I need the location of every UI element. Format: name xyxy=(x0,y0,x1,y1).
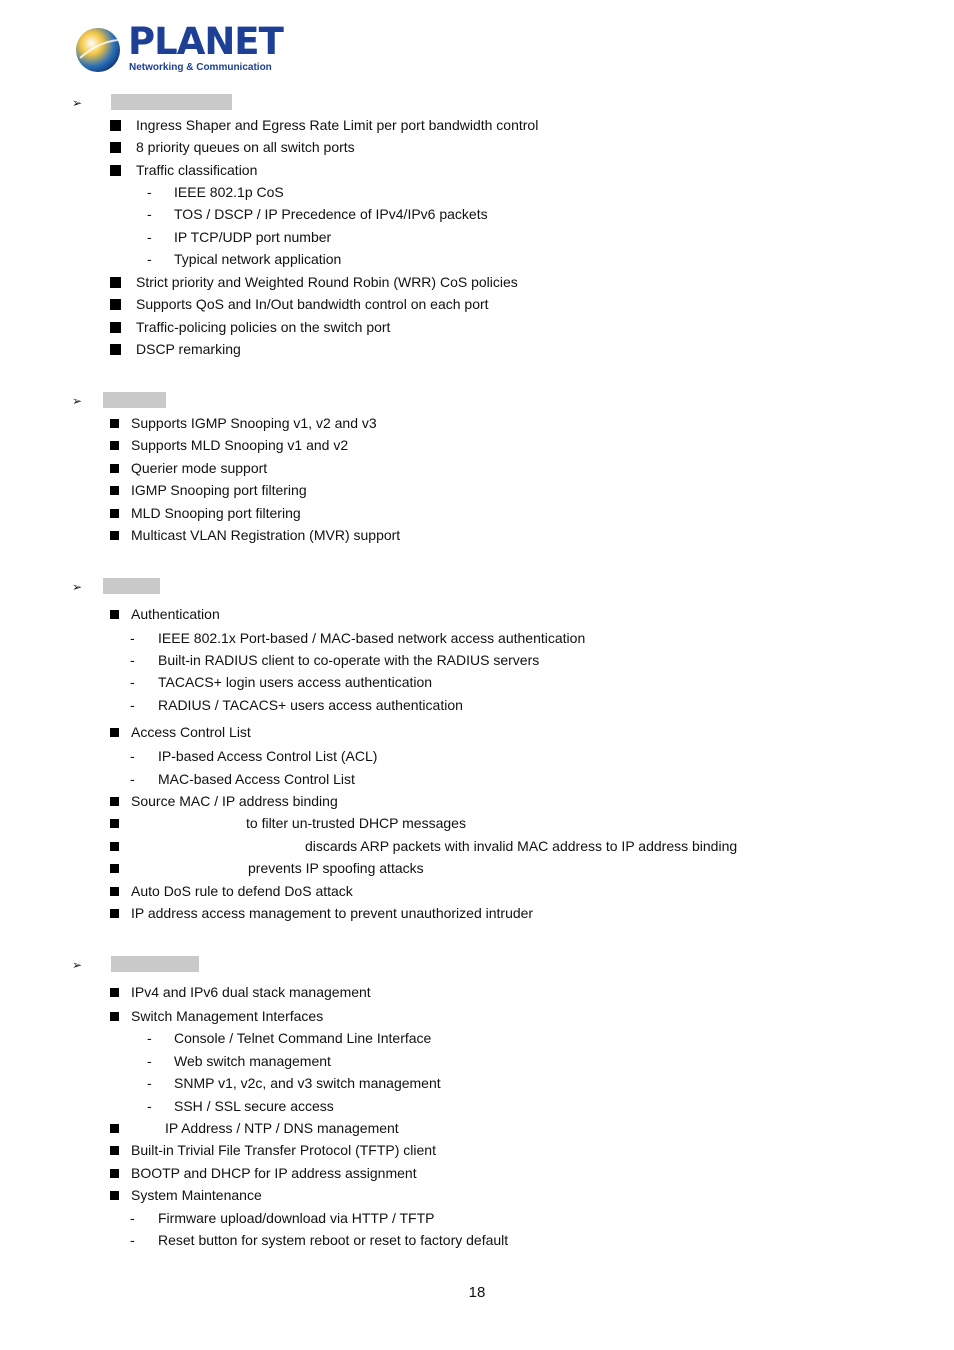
list-item: Multicast VLAN Registration (MVR) support xyxy=(131,527,401,543)
dash-bullet: - xyxy=(130,1210,135,1226)
sub-item: TACACS+ login users access authentication xyxy=(158,674,433,690)
dash-bullet: - xyxy=(147,251,152,267)
bullet-square xyxy=(110,441,119,450)
list-item: Switch Management Interfaces xyxy=(131,1008,324,1024)
bullet-square xyxy=(110,797,119,806)
dash-bullet: - xyxy=(147,184,152,200)
section-arrow: ➢ xyxy=(72,958,83,972)
dash-bullet: - xyxy=(147,1030,152,1046)
dash-bullet: - xyxy=(130,697,135,713)
planet-logo xyxy=(72,20,283,78)
sub-item: Typical network application xyxy=(174,251,342,267)
bullet-square xyxy=(110,1191,119,1200)
dash-bullet: - xyxy=(147,1053,152,1069)
bullet-square xyxy=(110,1169,119,1178)
sub-item: IP-based Access Control List (ACL) xyxy=(158,748,378,764)
bullet-square xyxy=(110,299,121,310)
bullet-square xyxy=(110,864,119,873)
redacted-heading xyxy=(111,956,199,972)
dash-bullet: - xyxy=(147,229,152,245)
list-item: Built-in Trivial File Transfer Protocol (TFTP) client xyxy=(131,1142,436,1158)
redacted-heading xyxy=(103,578,160,594)
list-item: discards ARP packets with invalid MAC address to IP address binding xyxy=(305,838,738,854)
bullet-square xyxy=(110,1124,119,1133)
brand-tagline: Networking & Communication xyxy=(129,62,272,73)
list-item: Traffic classification xyxy=(136,162,258,178)
dash-bullet: - xyxy=(147,206,152,222)
dash-bullet: - xyxy=(130,674,135,690)
bullet-square xyxy=(110,887,119,896)
bullet-square xyxy=(110,909,119,918)
sub-item: Reset button for system reboot or reset to factory default xyxy=(158,1232,509,1248)
dash-bullet: - xyxy=(130,652,135,668)
dash-bullet: - xyxy=(147,1075,152,1091)
bullet-square xyxy=(110,531,119,540)
bullet-square xyxy=(110,142,121,153)
bullet-square xyxy=(110,486,119,495)
list-item: System Maintenance xyxy=(131,1187,262,1203)
list-item: BOOTP and DHCP for IP address assignment xyxy=(131,1165,417,1181)
bullet-square xyxy=(110,988,119,997)
list-item: IP Address / NTP / DNS management xyxy=(165,1120,399,1136)
list-item: Supports MLD Snooping v1 and v2 xyxy=(131,437,349,453)
bullet-square xyxy=(110,842,119,851)
sub-item: Firmware upload/download via HTTP / TFTP xyxy=(158,1210,435,1226)
sub-item: SSH / SSL secure access xyxy=(174,1098,334,1114)
redacted-heading xyxy=(103,392,166,408)
bullet-square xyxy=(110,509,119,518)
list-item: Ingress Shaper and Egress Rate Limit per port bandwidth control xyxy=(136,117,539,133)
bullet-square xyxy=(110,120,121,131)
bullet-square xyxy=(110,322,121,333)
bullet-square xyxy=(110,464,119,473)
section-arrow: ➢ xyxy=(72,96,83,110)
sub-item: IEEE 802.1x Port-based / MAC-based network access authentication xyxy=(158,630,586,646)
list-item: Supports IGMP Snooping v1, v2 and v3 xyxy=(131,415,377,431)
sub-item: IEEE 802.1p CoS xyxy=(174,184,284,200)
bullet-square xyxy=(110,419,119,428)
dash-bullet: - xyxy=(130,748,135,764)
sub-item: MAC-based Access Control List xyxy=(158,771,355,787)
list-item: Supports QoS and In/Out bandwidth control on each port xyxy=(136,296,489,312)
list-item: prevents IP spoofing attacks xyxy=(248,860,424,876)
bullet-square xyxy=(110,610,119,619)
list-item: IP address access management to prevent unauthorized intruder xyxy=(131,905,534,921)
sub-item: RADIUS / TACACS+ users access authentication xyxy=(158,697,463,713)
dash-bullet: - xyxy=(130,630,135,646)
list-item: DSCP remarking xyxy=(136,341,241,357)
bullet-square xyxy=(110,277,121,288)
sub-item: Built-in RADIUS client to co-operate with the RADIUS servers xyxy=(158,652,540,668)
bullet-square xyxy=(110,1012,119,1021)
section-arrow: ➢ xyxy=(72,580,83,594)
redacted-heading xyxy=(111,94,232,110)
dash-bullet: - xyxy=(147,1098,152,1114)
bullet-square xyxy=(110,165,121,176)
sub-item: TOS / DSCP / IP Precedence of IPv4/IPv6 packets xyxy=(174,206,488,222)
list-item: Auto DoS rule to defend DoS attack xyxy=(131,883,353,899)
list-item: Traffic-policing policies on the switch port xyxy=(136,319,391,335)
page-number: 18 xyxy=(468,1284,486,1301)
list-item: 8 priority queues on all switch ports xyxy=(136,139,355,155)
bullet-square xyxy=(110,1146,119,1155)
list-item: to filter un-trusted DHCP messages xyxy=(246,815,466,831)
list-item: MLD Snooping port filtering xyxy=(131,505,301,521)
brand-name: PLANET xyxy=(128,20,283,63)
bullet-square xyxy=(110,728,119,737)
dash-bullet: - xyxy=(130,771,135,787)
list-item: Access Control List xyxy=(131,724,251,740)
sub-item: Web switch management xyxy=(174,1053,331,1069)
list-item: Source MAC / IP address binding xyxy=(131,793,338,809)
bullet-square xyxy=(110,819,119,828)
sub-item: Console / Telnet Command Line Interface xyxy=(174,1030,432,1046)
list-item: Strict priority and Weighted Round Robin (WRR) CoS policies xyxy=(136,274,518,290)
list-item: IGMP Snooping port filtering xyxy=(131,482,307,498)
section-arrow: ➢ xyxy=(72,394,83,408)
sub-item: IP TCP/UDP port number xyxy=(174,229,332,245)
list-item: IPv4 and IPv6 dual stack management xyxy=(131,984,371,1000)
sub-item: SNMP v1, v2c, and v3 switch management xyxy=(174,1075,441,1091)
list-item: Authentication xyxy=(131,606,220,622)
list-item: Querier mode support xyxy=(131,460,268,476)
dash-bullet: - xyxy=(130,1232,135,1248)
bullet-square xyxy=(110,344,121,355)
